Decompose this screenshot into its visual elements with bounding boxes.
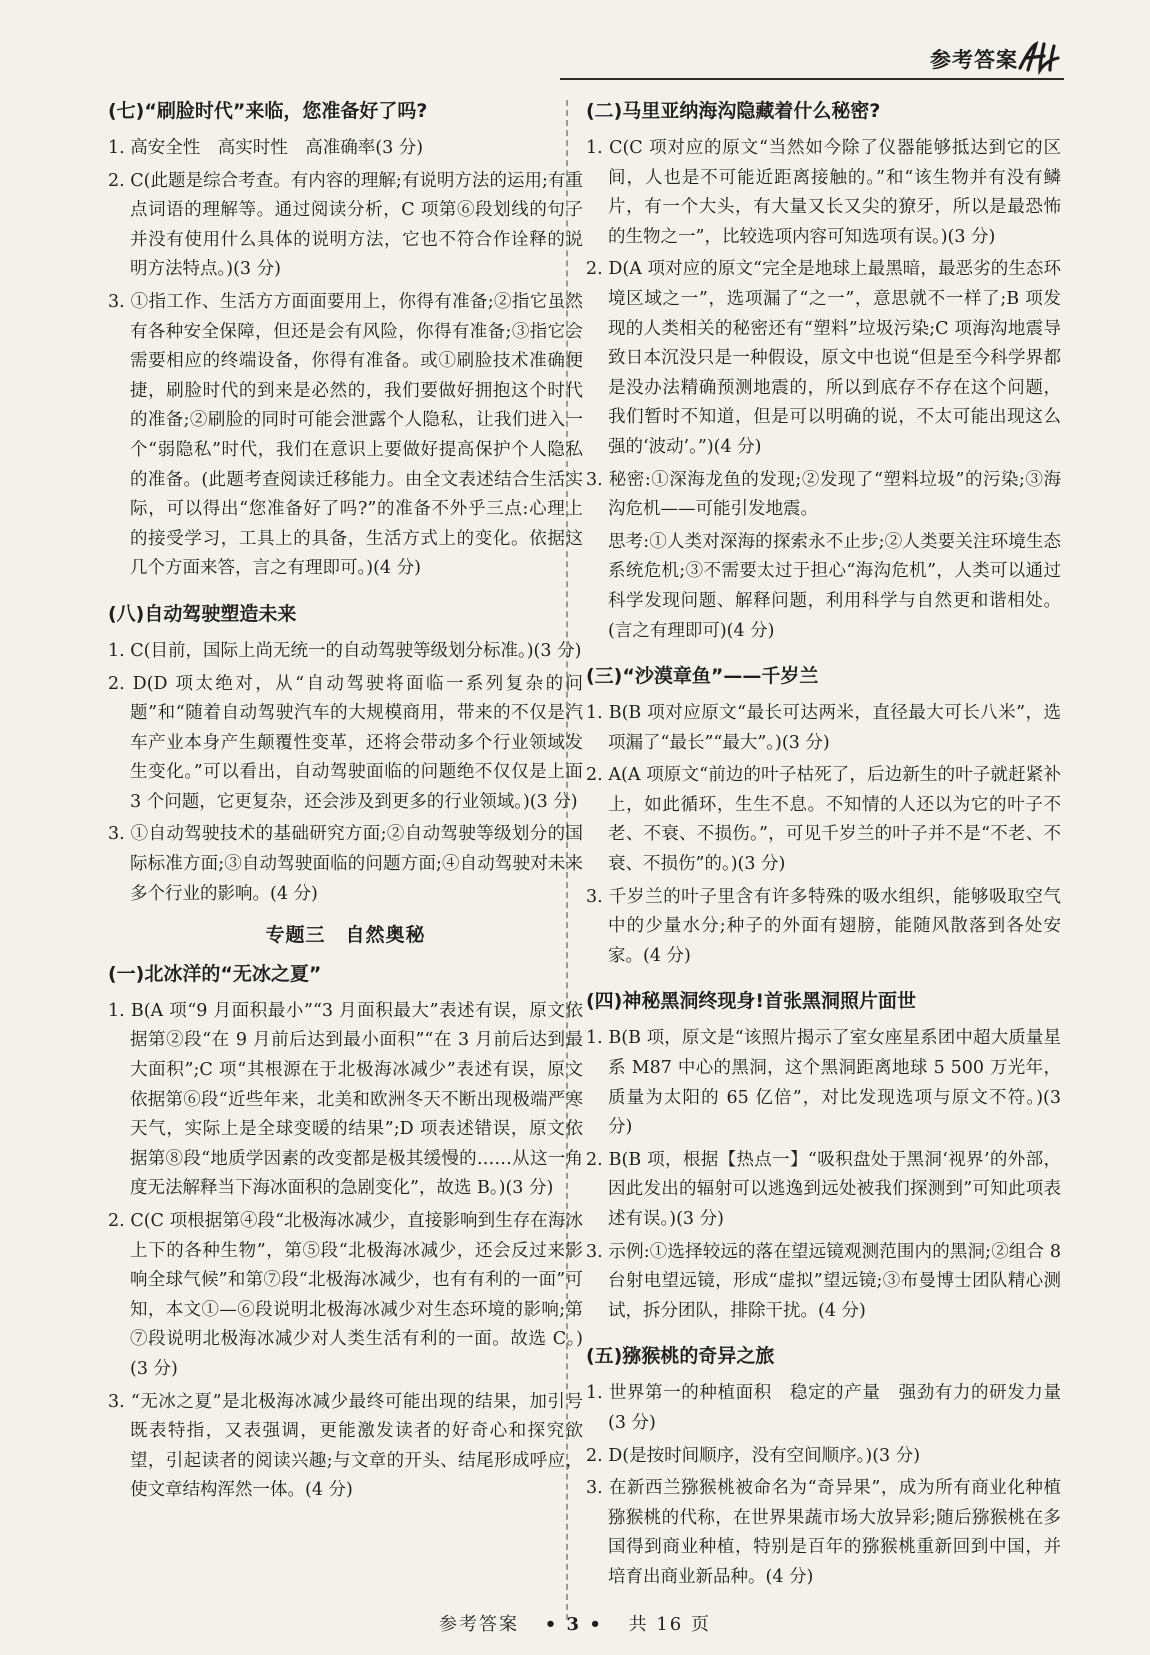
answer-item: 2. D(A 项对应的原文“完全是地球上最黑暗，最恶劣的生态环境区域之一”，选项漏了“之一”，意思就不一样了;B 项发现的人类相关的秘密还有“塑料”垃圾污染;C 项海沟地震导致日本沉没只是一种假设，原文中也说“但是至今科学界都是没办法精确预测地震的，所以到底存不存在这个问题，我们暂时不知道，但是可以明确的说，不太可能出现这么强的‘波动’。”)(4 分) (586, 259, 1061, 457)
page-footer (0, 1610, 1150, 1636)
header-answer-tag: 参考答案 (930, 48, 1018, 72)
answer-item: 1. B(A 项“9 月面积最小”“3 月面积最大”表述有误，原文依据第②段“在 9 月前后达到最小面积”“在 3 月前后达到最大面积”;C 项“其根源在于北极海冰减少”表述有误，原文依据第⑥段“近些年来，北美和欧洲冬天不断出现极端严寒天气，实际上是全球变暖的结果”;D 项表述错误，原文依据第⑧段“地质学因素的改变都是极其缓慢的……从这一角度无法解释当下海冰面积的急剧变化”，故选 B。)(3 分) (108, 1000, 583, 1199)
answer-item: 3. “无冰之夏”是北极海冰减少最终可能出现的结果，加引号既表特指，又表强调，更能激发读者的好奇心和探究欲望，引起读者的阅读兴趣;与文章的开头、结尾形成呼应，使文章结构浑然一体。(4 分) (108, 1391, 583, 1501)
section-title-1: (一)北冰洋的“无冰之夏” (108, 962, 322, 985)
section-title-4: (四)神秘黑洞终现身!首张黑洞照片面世 (586, 990, 917, 1013)
answer-item: 3. ①自动驾驶技术的基础研究方面;②自动驾驶等级划分的国际标准方面;③自动驾驶面临的问题方面;④自动驾驶对未来多个行业的影响。(4 分) (108, 824, 583, 904)
section-title-3: (三)“沙漠章鱼”——千岁兰 (586, 665, 819, 688)
section-title-5: (五)猕猴桃的奇异之旅 (586, 1345, 775, 1368)
answer-item: 2. D(是按时间顺序，没有空间顺序。)(3 分) (586, 1445, 921, 1466)
left-column (108, 94, 583, 1509)
answer-item: 3. 千岁兰的叶子里含有许多特殊的吸水组织，能够吸取空气中的少量水分;种子的外面有翅膀，能随风散落到各处安家。(4 分) (586, 886, 1061, 966)
answer-item: 2. C(C 项根据第④段“北极海冰减少，直接影响到生存在海冰上下的各种生物”，第⑤段“北极海冰减少，还会反过来影响全球气候”和第⑦段“北极海冰减少，也有有利的一面”可知，本文①—⑥段说明北极海冰减少对生态环境的影响;第⑦段说明北极海冰减少对人类生活有利的一面。故选 C。)(3 分) (108, 1211, 583, 1379)
section-title-2: (二)马里亚纳海沟隐藏着什么秘密? (586, 100, 881, 122)
answer-extra: 思考:①人类对深海的探索永不止步;②人类要关注环境生态系统危机;③不需要太过于担心“海沟危机”，人类可以通过科学发现问题、解释问题，利用科学与自然更和谐相处。(言之有理即可)(4 分) (608, 531, 1061, 641)
section-title-8: (八)自动驾驶塑造未来 (108, 602, 297, 625)
answer-item: 2. D(D 项太绝对，从“自动驾驶将面临一系列复杂的问题”和“随着自动驾驶汽车的大规模商用，带来的不仅是汽车产业本身产生颠覆性变革，还将会带动多个行业领域发生变化。”可以看出，自动驾驶面临的问题绝不仅仅是上面 3 个问题，它更复杂，还会涉及到更多的行业领域。)(3 分) (108, 673, 583, 812)
answer-item: 1. B(B 项对应原文“最长可达两米，直径最大可长八米”，选项漏了“最长”“最大”。)(3 分) (586, 703, 1061, 753)
answer-item: 1. 高安全性 高实时性 高准确率(3 分) (108, 138, 424, 158)
answer-item: 2. A(A 项原文“前边的叶子枯死了，后边新生的叶子就赶紧补上，如此循环，生生不息。不知情的人还以为它的叶子不老、不衰、不损伤。”，可见千岁兰的叶子并不是“不老、不衰、不损伤”的。)(3 分) (586, 765, 1061, 875)
answer-item: 1. C(C 项对应的原文“当然如今除了仪器能够抵达到它的区间，人也是不可能近距离接触的。”和“该生物并有没有鳞片，有一个大头，有大量又长又尖的獠牙，所以是最恐怖的生物之一”，比较选项内容可知选项有误。)(3 分) (586, 138, 1061, 247)
footer-label: 参考答案 (439, 1614, 520, 1635)
answer-item: 3. ①指工作、生活方方面面要用上，你得有准备;②指它虽然有各种安全保障，但还是会有风险，你得有准备;③指它会需要相应的终端设备，你得有准备。或①刷脸技术准确便捷，刷脸时代的到来是必然的，我们要做好拥抱这个时代的准备;②刷脸的同时可能会泄露个人隐私，让我们进入一个“弱隐私”时代，我们在意识上要做好提高保护个人隐私的准备。(此题考查阅读迁移能力。由全文表述结合生活实际，可以得出“您准备好了吗?”的准备不外乎三点:心理上的接受学习，工具上的具备，生活方式上的变化。依据这几个方面来答，言之有理即可。)(4 分) (108, 291, 583, 579)
brand-logo-icon (1014, 38, 1064, 76)
answer-item: 2. B(B 项，根据【热点一】“吸积盘处于黑洞‘视界’的外部，因此发出的辐射可以逃逸到远处被我们探测到”可知此项表述有误。)(3 分) (586, 1149, 1061, 1229)
answer-item: 1. C(目前，国际上尚无统一的自动驾驶等级划分标准。)(3 分) (108, 640, 582, 661)
answer-item: 3. 秘密:①深海龙鱼的发现;②发现了“塑料垃圾”的污染;③海沟危机——可能引发地震。 (586, 469, 1061, 520)
section-title-7: (七)“刷脸时代”来临，您准备好了吗? (108, 100, 428, 122)
page-number: • 3 • (544, 1614, 603, 1635)
page-total: 共 16 页 (628, 1614, 711, 1635)
answer-item: 2. C(此题是综合考查。有内容的理解;有说明方法的运用;有重点词语的理解等。通过阅读分析，C 项第⑥段划线的句子并没有使用什么具体的说明方法，它也不符合作诠释的说明方法特点。)(3 分) (108, 170, 583, 280)
answer-item: 3. 在新西兰猕猴桃被命名为“奇异果”，成为所有商业化种植猕猴桃的代称，在世界果蔬市场大放异彩;随后猕猴桃在多国得到商业种植，特别是百年的猕猴桃重新回到中国，并培育出商业新品种。(4 分) (586, 1478, 1061, 1587)
answer-item: 1. B(B 项，原文是“该照片揭示了室女座星系团中超大质量星系 M87 中心的黑洞，这个黑洞距离地球 5 500 万光年，质量为太阳的 65 亿倍”，对比发现选项与原文不符。)(3 分) (586, 1028, 1061, 1138)
right-column (586, 94, 1061, 1596)
header-rule (560, 78, 1064, 80)
answer-item: 3. 示例:①选择较远的落在望远镜观测范围内的黑洞;②组合 8 台射电望远镜，形成“虚拟”望远镜;③布曼博士团队精心测试，拆分团队，排除干扰。(4 分) (586, 1241, 1061, 1321)
topic-title: 专题三 自然奥秘 (265, 924, 426, 947)
answer-item: 1. 世界第一的种植面积 稳定的产量 强劲有力的研发力量(3 分) (586, 1383, 1061, 1433)
